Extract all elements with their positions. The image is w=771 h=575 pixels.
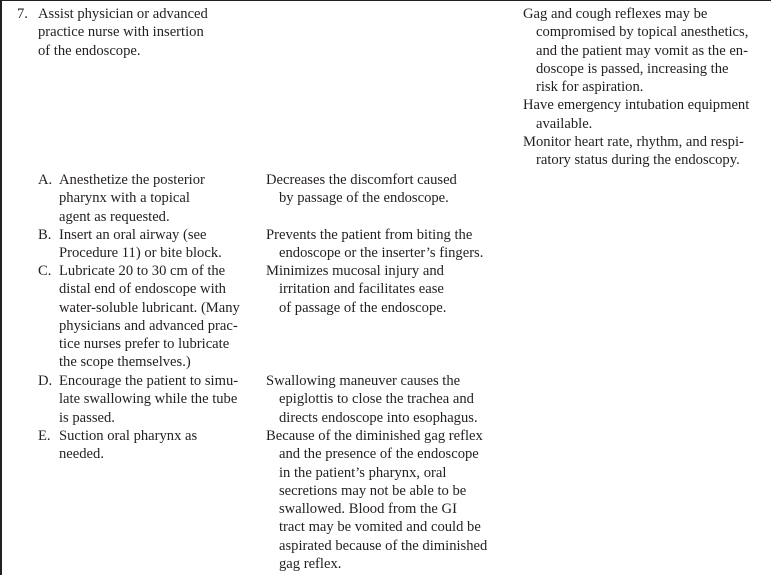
consideration-item: Have emergency intubation equipment available.	[523, 97, 750, 132]
substep-e-action: E. Suction oral pharynx as needed.	[38, 428, 198, 463]
substep-letter: A.	[38, 172, 53, 188]
substep-e-rationale: Because of the diminished gag reflex and the presence of the endoscope in the patient’s pharynx, oral secretions may not be able to be swallowed. Blood from the GI tract may be vomited and could be aspirated because of the diminished gag reflex.	[266, 428, 488, 573]
substep-letter: D.	[38, 373, 53, 389]
substep-a-rationale: Decreases the discomfort caused by passage of the endoscope.	[266, 172, 457, 207]
substep-d-rationale: Swallowing maneuver causes the epiglottis to close the trachea and directs endoscope into esophagus.	[266, 373, 478, 426]
substep-a-action: A. Anesthetize the posterior pharynx with a topical agent as requested.	[38, 172, 205, 225]
substep-c-rationale: Minimizes mucosal injury and irritation and facilitates ease of passage of the endoscope.	[266, 263, 447, 316]
substep-letter: B.	[38, 227, 52, 243]
special-considerations	[523, 5, 768, 170]
substep-letter: E.	[38, 428, 51, 444]
step-line: Assist physician or advanced	[38, 6, 208, 22]
step-7	[17, 5, 257, 60]
consideration-item: Monitor heart rate, rhythm, and respi- ratory status during the endoscopy.	[523, 134, 744, 169]
substep-b-rationale: Prevents the patient from biting the endoscope or the inserter’s fingers.	[266, 227, 484, 262]
step-line: of the endoscope.	[38, 42, 141, 59]
substep-letter: C.	[38, 263, 52, 279]
step-number: 7.	[17, 6, 28, 22]
substep-b-action: B. Insert an oral airway (see Procedure 11) or bite block.	[38, 227, 222, 262]
step-line: practice nurse with insertion	[38, 24, 204, 41]
substep-d-action: D. Encourage the patient to simu- late swallowing while the tube is passed.	[38, 373, 239, 426]
substep-c-action: C. Lubricate 20 to 30 cm of the distal end of endoscope with water-soluble lubricant. (Many physicians and advanced prac- tice nurses prefer to lubricate the scope themselves.)	[38, 263, 240, 371]
consideration-item: Gag and cough reflexes may be compromised by topical anesthetics, and the patient may vomit as the en- doscope is passed, increasing the risk for aspiration.	[523, 6, 749, 96]
